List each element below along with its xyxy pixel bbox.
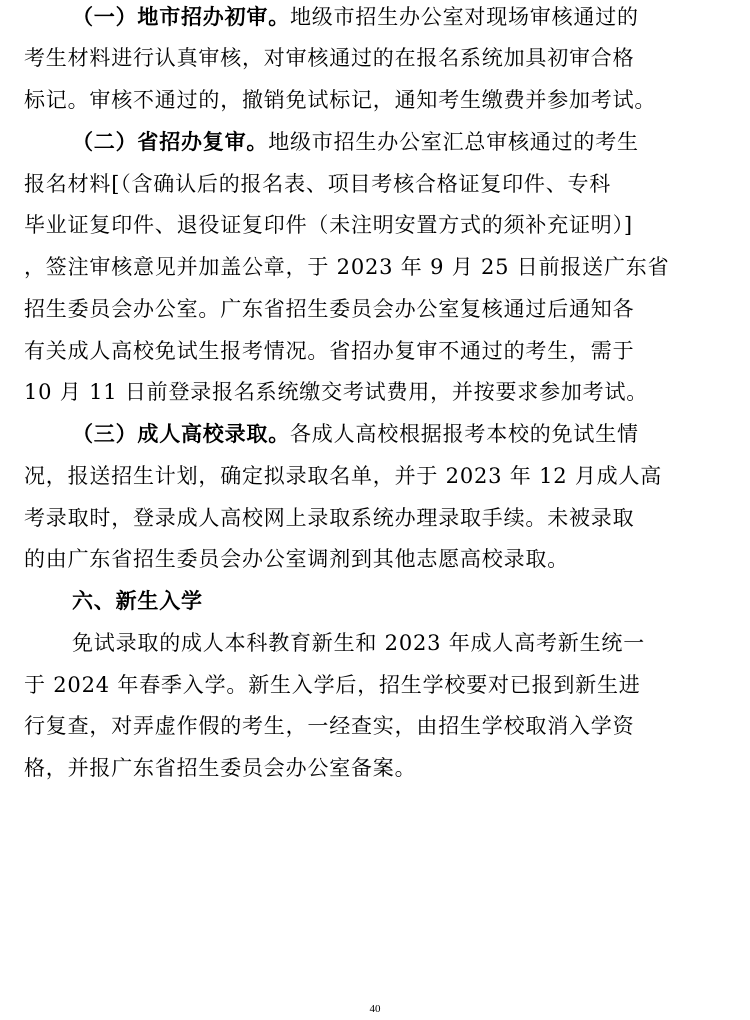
item-1-first-line-text: 地级市招生办公室对现场审核通过的 [290, 5, 639, 29]
item-2-first-line-text: 地级市招生办公室汇总审核通过的考生 [268, 130, 639, 154]
item-3-line-3: 考录取时，登录成人高校网上录取系统办理录取手续。未被录取 [24, 506, 635, 530]
item-1-first-line [72, 0, 639, 34]
item-2-heading: （二）省招办复审。 [72, 129, 269, 154]
section-six-line-3: 行复查，对弄虚作假的考生，一经查实，由招生学校取消入学资 [24, 714, 635, 738]
page-number: 40 [369, 1003, 381, 1015]
item-2-line-2: 报名材料[（含确认后的报名表、项目考核合格证复印件、专科 [24, 172, 612, 196]
item-1-heading: （一）地市招办初审。 [72, 4, 290, 29]
item-3-heading: （三）成人高校录取。 [72, 421, 290, 446]
item-3-line-2: 况，报送招生计划，确定拟录取名单，并于 2023 年 12 月成人高 [24, 464, 663, 488]
section-six-first-line: 免试录取的成人本科教育新生和 2023 年成人高考新生统一 [72, 631, 645, 655]
item-2-line-4: ，签注审核意见并加盖公章，于 2023 年 9 月 25 日前报送广东省 [24, 255, 670, 279]
section-six-line-2: 于 2024 年春季入学。新生入学后，招生学校要对已报到新生进 [24, 673, 641, 697]
item-2-line-5: 招生委员会办公室。广东省招生委员会办公室复核通过后通知各 [24, 297, 635, 321]
item-2-first-line [72, 125, 639, 159]
item-2-line-7: 10 月 11 日前登录报名系统缴交考试费用，并按要求参加考试。 [24, 380, 649, 404]
item-2-line-6: 有关成人高校免试生报考情况。省招办复审不通过的考生，需于 [24, 339, 635, 363]
section-six-line-4: 格，并报广东省招生委员会办公室备案。 [24, 756, 417, 780]
item-3-line-4: 的由广东省招生委员会办公室调剂到其他志愿高校录取。 [24, 547, 569, 571]
section-six-heading: 六、新生入学 [72, 588, 203, 613]
item-3-first-line [72, 417, 639, 451]
item-1-line-3: 标记。审核不通过的，撤销免试标记，通知考生缴费并参加考试。 [24, 88, 657, 112]
item-1-line-2: 考生材料进行认真审核，对审核通过的在报名系统加具初审合格 [24, 46, 635, 70]
item-3-first-line-text: 各成人高校根据报考本校的免试生情 [290, 422, 639, 446]
item-2-line-3: 毕业证复印件、退役证复印件（未注明安置方式的须补充证明）] [24, 213, 633, 237]
